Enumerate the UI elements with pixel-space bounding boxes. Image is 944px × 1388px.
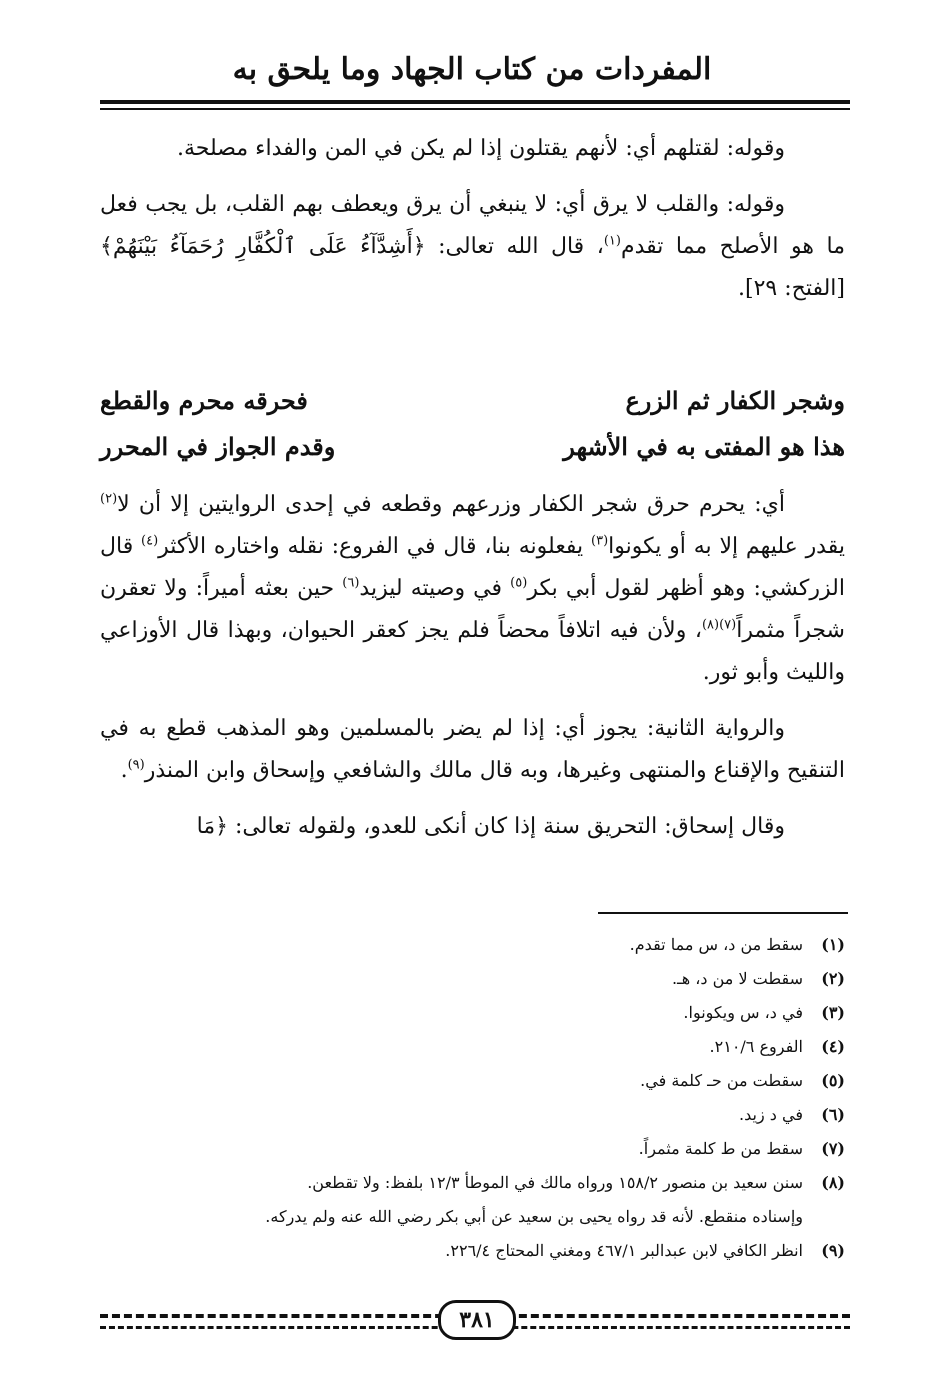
paragraph-3-text-c: يفعلونه بنا، قال في الفروع: نقله واختاره الأكثر	[158, 534, 591, 559]
footnote-text: الفروع ٢١٠/٦.	[709, 1037, 803, 1056]
poem-line-2-first-hemistich: هذا هو المفتى به في الأشهر	[563, 432, 845, 461]
footnote-text: في د زيد.	[739, 1105, 803, 1124]
paragraph-3-text-b: يقدر عليهم إلا به أو يكونوا	[608, 534, 845, 559]
footnote-5	[100, 1064, 845, 1098]
main-text	[100, 128, 845, 324]
footnote-ref-3[interactable]: (٣)	[591, 533, 609, 549]
footnote-text: في د، س ويكونوا.	[683, 1003, 803, 1022]
footnote-9	[100, 1234, 845, 1268]
footnote-text: وإسناده منقطع. لأنه قد رواه يحيى بن سعيد عن أبي بكر رضي الله عنه ولم يدركه.	[265, 1207, 803, 1226]
footnote-ref-4[interactable]: (٤)	[141, 533, 159, 549]
paragraph-3	[100, 484, 845, 694]
footnote-ref-5[interactable]: (٥)	[510, 575, 528, 591]
footnote-ref-7-8[interactable]: (٧)(٨)	[701, 617, 737, 633]
main-text-continued	[100, 484, 845, 862]
poem-line-1-first-hemistich: وشجر الكفار ثم الزرع	[625, 386, 845, 415]
footnote-1	[100, 928, 845, 962]
paragraph-3-text-e: في وصيته ليزيد	[359, 576, 511, 601]
poem-verses	[100, 378, 845, 470]
paragraph-2	[100, 184, 845, 310]
footnote-ref-9[interactable]: (٩)	[127, 757, 145, 773]
footnote-6	[100, 1098, 845, 1132]
paragraph-4-text-a: والرواية الثانية: يجوز أي: إذا لم يضر بالمسلمين وهو المذهب قطع به في التنقيح والإقناع والمنتهى وغيرها، وبه قال مالك والشافعي وإسحاق وابن المنذر	[100, 716, 845, 783]
footnote-8	[100, 1166, 845, 1200]
poem-line-2	[100, 424, 845, 470]
footnote-ref-2[interactable]: (٢)	[100, 491, 118, 507]
footnote-3	[100, 996, 845, 1030]
paragraph-1: وقوله: لقتلهم أي: لأنهم يقتلون إذا لم يكن في المن والفداء مصلحة.	[177, 136, 785, 161]
running-header: المفردات من كتاب الجهاد وما يلحق به	[232, 52, 712, 87]
poem-line-1	[100, 378, 845, 424]
footnote-separator	[598, 912, 848, 914]
footnote-number: (٩)	[821, 1241, 845, 1260]
footnote-text: سقطت من حـ كلمة في.	[640, 1071, 803, 1090]
footnote-text: سقطت لا من د، هـ.	[671, 969, 803, 988]
paragraph-3-text-g: ، ولأن فيه اتلافاً محضاً فلم يجز كعقر الحيوان، وبهذا قال الأوزاعي والليث وأبو ثور.	[100, 618, 845, 685]
footnote-number: (١)	[821, 935, 845, 954]
paragraph-3-text-f: حين بعثه أميراً: ولا تعقرن شجراً مثمراً	[100, 576, 845, 643]
footnote-text: انظر الكافي لابن عبدالبر ٤٦٧/١ ومغني المحتاج ٢٢٦/٤.	[445, 1241, 803, 1260]
footnote-2	[100, 962, 845, 996]
footnote-text: سقط من ط كلمة مثمراً.	[638, 1139, 803, 1158]
footnote-number: (٤)	[821, 1037, 845, 1056]
footnote-text: سقط من د، س مما تقدم.	[629, 935, 803, 954]
footnote-number: (٥)	[821, 1071, 845, 1090]
footnote-ref-1[interactable]: (١)	[603, 233, 621, 249]
page-number: ٣٨١	[438, 1300, 516, 1340]
poem-line-2-second-hemistich: وقدم الجواز في المحرر	[100, 432, 336, 461]
footnote-number: (٦)	[821, 1105, 845, 1124]
footnote-8-continued	[100, 1200, 845, 1234]
footnote-number: (٣)	[821, 1003, 845, 1022]
paragraph-2-text-b: ، قال الله تعالى: ﴿أَشِدَّآءُ عَلَى ٱلْكُفَّارِ رُحَمَآءُ بَيْنَهُمْ﴾ [الفتح: ٢٩].	[100, 234, 845, 301]
paragraph-5: وقال إسحاق: التحريق سنة إذا كان أنكى للعدو، ولقوله تعالى: ﴿مَا	[196, 814, 785, 839]
footnotes	[100, 928, 845, 1268]
footnote-text: سنن سعيد بن منصور ١٥٨/٢ ورواه مالك في الموطأ ١٢/٣ بلفظ: ولا تقطعن.	[307, 1173, 803, 1192]
paragraph-4	[100, 708, 845, 792]
footnote-7	[100, 1132, 845, 1166]
footnote-4	[100, 1030, 845, 1064]
poem-line-1-second-hemistich: فحرقه محرم والقطع	[100, 386, 308, 415]
paragraph-2-text-a: وقوله: والقلب لا يرق أي: لا ينبغي أن يرق ويعطف بهم القلب، بل يجب فعل ما هو الأصلح مما تقدم	[100, 192, 845, 259]
footnote-number: (٨)	[821, 1173, 845, 1192]
footnote-ref-6[interactable]: (٦)	[342, 575, 360, 591]
footnote-number: (٧)	[821, 1139, 845, 1158]
footnote-number: (٢)	[821, 969, 845, 988]
header-rule-thin	[100, 108, 850, 110]
paragraph-3-text-d: قال الزركشي: وهو أظهر لقول أبي بكر	[100, 534, 845, 601]
header-rule-thick	[100, 100, 850, 104]
paragraph-4-text-b: .	[120, 758, 128, 783]
paragraph-3-text-a: أي: يحرم حرق شجر الكفار وزرعهم وقطعه في إحدى الروايتين إلا أن لا	[117, 492, 785, 517]
